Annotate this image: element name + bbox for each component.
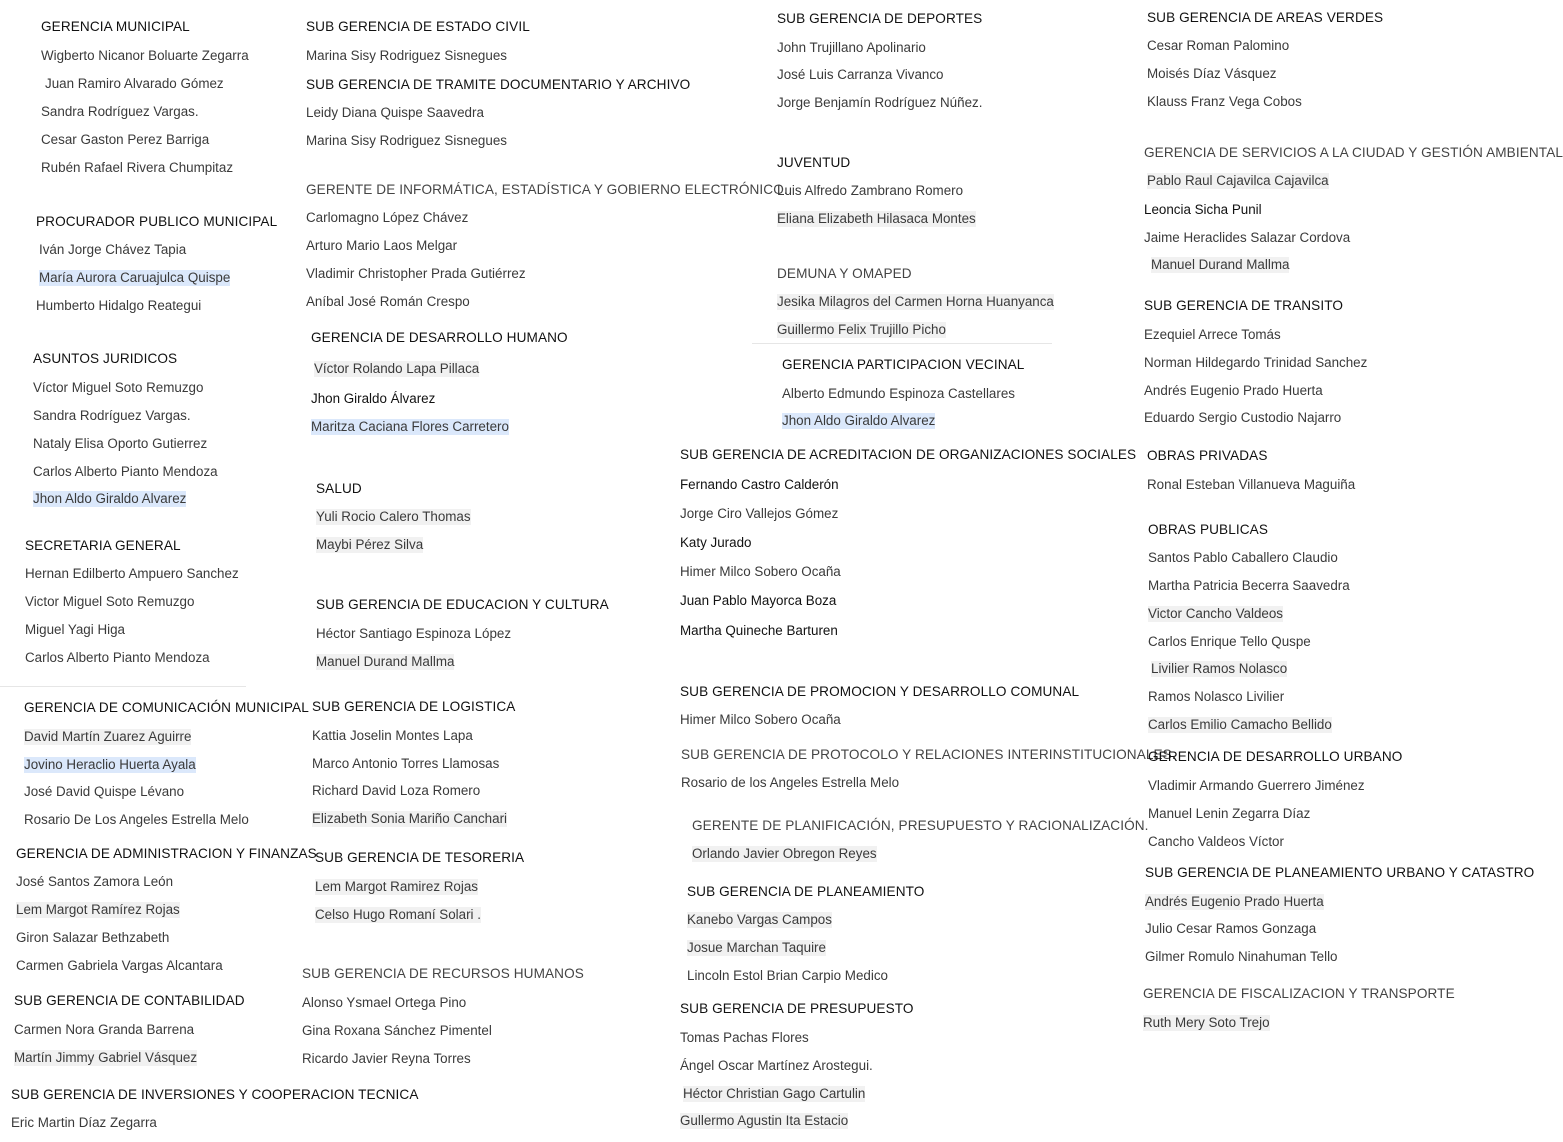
staff-name: Manuel Lenin Zegarra Díaz	[1148, 806, 1311, 821]
staff-name: Wigberto Nicanor Boluarte Zegarra	[41, 48, 249, 63]
staff-name: John Trujillano Apolinario	[777, 40, 926, 55]
staff-name: Alonso Ysmael Ortega Pino	[302, 995, 467, 1010]
staff-name: José Luis Carranza Vivanco	[777, 67, 944, 82]
section-title-sub-gerencia-de-educacion-y-cultura: SUB GERENCIA DE EDUCACION Y CULTURA	[316, 597, 609, 612]
staff-name: Carlomagno López Chávez	[306, 210, 469, 225]
staff-name: Lem Margot Ramírez Rojas	[16, 902, 180, 917]
section-title-sub-gerencia-de-presupuesto: SUB GERENCIA DE PRESUPUESTO	[680, 1001, 914, 1016]
section-title-sub-gerencia-de-protocolo-y-relaciones-interinst: SUB GERENCIA DE PROTOCOLO Y RELACIONES INTERINSTITUCIONALES.	[681, 747, 1176, 762]
section-title-obras-publicas: OBRAS PUBLICAS	[1148, 522, 1269, 537]
section-title-sub-gerencia-de-tramite-documentario-y-archivo: SUB GERENCIA DE TRAMITE DOCUMENTARIO Y ARCHIVO	[306, 77, 691, 92]
staff-name: Carlos Alberto Pianto Mendoza	[33, 464, 218, 479]
staff-name: Ronal Esteban Villanueva Maguiña	[1147, 477, 1356, 492]
section-title-procurador-publico-municipal: PROCURADOR PUBLICO MUNICIPAL	[36, 214, 278, 229]
staff-name: Cesar Roman Palomino	[1147, 38, 1290, 53]
staff-name: Ramos Nolasco Livilier	[1148, 689, 1285, 704]
staff-name: Jhon Aldo Giraldo Alvarez	[33, 491, 187, 506]
staff-name: Carlos Emilio Camacho Bellido	[1148, 717, 1332, 732]
section-title-gerencia-municipal: GERENCIA MUNICIPAL	[41, 19, 190, 34]
section-title-gerencia-de-desarrollo-humano: GERENCIA DE DESARROLLO HUMANO	[311, 330, 568, 345]
staff-name: Carmen Gabriela Vargas Alcantara	[16, 958, 223, 973]
section-title-sub-gerencia-de-contabilidad: SUB GERENCIA DE CONTABILIDAD	[14, 993, 245, 1008]
staff-name: Klauss Franz Vega Cobos	[1147, 94, 1302, 109]
staff-name: Jorge Ciro Vallejos Gómez	[680, 506, 839, 521]
staff-name: Marco Antonio Torres Llamosas	[312, 756, 500, 771]
staff-name: Gina Roxana Sánchez Pimentel	[302, 1023, 492, 1038]
staff-name: Maybi Pérez Silva	[316, 537, 424, 552]
staff-name: Ruth Mery Soto Trejo	[1143, 1015, 1270, 1030]
staff-name: Leoncia Sicha Punil	[1144, 202, 1262, 217]
staff-name: Ricardo Javier Reyna Torres	[302, 1051, 471, 1066]
section-title-gerencia-de-servicios-a-la-ciudad-y-gestion-ambi: GERENCIA DE SERVICIOS A LA CIUDAD Y GESTIÓN AMBIENTAL	[1144, 145, 1563, 160]
staff-name: Gilmer Romulo Ninahuman Tello	[1145, 949, 1338, 964]
section-title-sub-gerencia-de-inversiones-y-cooperacion-tecnic: SUB GERENCIA DE INVERSIONES Y COOPERACION TECNICA	[11, 1087, 419, 1102]
staff-name: Eduardo Sergio Custodio Najarro	[1144, 410, 1342, 425]
section-title-gerente-de-informatica-estadistica-y-gobierno-el: GERENTE DE INFORMÁTICA, ESTADÍSTICA Y GOBIERNO ELECTRÓNICO.	[306, 182, 788, 197]
staff-name: Yuli Rocio Calero Thomas	[316, 509, 471, 524]
staff-name: Livilier Ramos Nolasco	[1151, 661, 1288, 676]
staff-name: Luis Alfredo Zambrano Romero	[777, 183, 964, 198]
section-title-gerencia-de-desarrollo-urbano: GERENCIA DE DESARROLLO URBANO	[1148, 749, 1403, 764]
staff-name: Tomas Pachas Flores	[680, 1030, 809, 1045]
staff-name: Manuel Durand Mallma	[316, 654, 455, 669]
staff-name: Martín Jimmy Gabriel Vásquez	[14, 1050, 198, 1065]
section-title-sub-gerencia-de-promocion-y-desarrollo-comunal: SUB GERENCIA DE PROMOCION Y DESARROLLO COMUNAL	[680, 684, 1080, 699]
section-title-sub-gerencia-de-planeamiento-urbano-y-catastro: SUB GERENCIA DE PLANEAMIENTO URBANO Y CATASTRO	[1145, 865, 1535, 880]
staff-name: María Aurora Caruajulca Quispe	[39, 270, 231, 285]
staff-name: Héctor Christian Gago Cartulin	[683, 1086, 866, 1101]
staff-name: Carlos Enrique Tello Quspe	[1148, 634, 1311, 649]
staff-name: Himer Milco Sobero Ocaña	[680, 564, 841, 579]
section-title-gerencia-de-comunicacion-municipal: GERENCIA DE COMUNICACIÓN MUNICIPAL	[24, 700, 309, 715]
staff-name: Moisés Díaz Vásquez	[1147, 66, 1277, 81]
staff-name: Ezequiel Arrece Tomás	[1144, 327, 1281, 342]
staff-name: Alberto Edmundo Espinoza Castellares	[782, 386, 1015, 401]
staff-name: Himer Milco Sobero Ocaña	[680, 712, 841, 727]
staff-name: Arturo Mario Laos Melgar	[306, 238, 458, 253]
staff-name: Guillermo Felix Trujillo Picho	[777, 322, 946, 337]
staff-name: Celso Hugo Romaní Solari .	[315, 907, 481, 922]
staff-name: Humberto Hidalgo Reategui	[36, 298, 202, 313]
section-title-gerente-de-planificacion-presupuesto-y-racionali: GERENTE DE PLANIFICACIÓN, PRESUPUESTO Y RACIONALIZACIÓN.	[692, 818, 1149, 833]
staff-name: Víctor Rolando Lapa Pillaca	[314, 361, 480, 376]
staff-name: Marina Sisy Rodriguez Sisnegues	[306, 48, 507, 63]
staff-name: Cesar Gaston Perez Barriga	[41, 132, 210, 147]
separator-line	[752, 343, 1052, 344]
staff-name: Héctor Santiago Espinoza López	[316, 626, 512, 641]
staff-name: Cancho Valdeos Víctor	[1148, 834, 1284, 849]
staff-name: Elizabeth Sonia Mariño Canchari	[312, 811, 508, 826]
staff-name: Martha Patricia Becerra Saavedra	[1148, 578, 1350, 593]
staff-name: Pablo Raul Cajavilca Cajavilca	[1147, 173, 1329, 188]
staff-name: Aníbal José Román Crespo	[306, 294, 470, 309]
staff-name: Julio Cesar Ramos Gonzaga	[1145, 921, 1317, 936]
staff-name: Rosario De Los Angeles Estrella Melo	[24, 812, 249, 827]
staff-name: Kattia Joselin Montes Lapa	[312, 728, 473, 743]
staff-name: Katy Jurado	[680, 535, 752, 550]
staff-name: Sandra Rodríguez Vargas.	[33, 408, 191, 423]
section-title-sub-gerencia-de-transito: SUB GERENCIA DE TRANSITO	[1144, 298, 1344, 313]
staff-name: Vladimir Christopher Prada Gutiérrez	[306, 266, 526, 281]
staff-name: Juan Pablo Mayorca Boza	[680, 593, 837, 608]
section-title-asuntos-juridicos: ASUNTOS JURIDICOS	[33, 351, 178, 366]
staff-name: Jhon Aldo Giraldo Alvarez	[782, 413, 936, 428]
staff-name: Jorge Benjamín Rodríguez Núñez.	[777, 95, 983, 110]
section-title-salud: SALUD	[316, 481, 362, 496]
staff-name: Andrés Eugenio Prado Huerta	[1144, 383, 1323, 398]
staff-name: Jaime Heraclides Salazar Cordova	[1144, 230, 1351, 245]
staff-name: Victor Cancho Valdeos	[1148, 606, 1283, 621]
staff-name: Orlando Javier Obregon Reyes	[692, 846, 877, 861]
staff-name: Eliana Elizabeth Hilasaca Montes	[777, 211, 976, 226]
separator-line	[0, 686, 246, 687]
staff-name: Santos Pablo Caballero Claudio	[1148, 550, 1338, 565]
staff-name: Miguel Yagi Higa	[25, 622, 125, 637]
staff-name: Hernan Edilberto Ampuero Sanchez	[25, 566, 239, 581]
staff-name: Ángel Oscar Martínez Arostegui.	[680, 1058, 873, 1073]
section-title-obras-privadas: OBRAS PRIVADAS	[1147, 448, 1268, 463]
staff-name: Lincoln Estol Brian Carpio Medico	[687, 968, 888, 983]
staff-name: Leidy Diana Quispe Saavedra	[306, 105, 484, 120]
section-title-sub-gerencia-de-planeamiento: SUB GERENCIA DE PLANEAMIENTO	[687, 884, 925, 899]
staff-name: Martha Quineche Barturen	[680, 623, 838, 638]
staff-name: Manuel Durand Mallma	[1151, 257, 1290, 272]
section-title-gerencia-participacion-vecinal: GERENCIA PARTICIPACION VECINAL	[782, 357, 1025, 372]
staff-name: José David Quispe Lévano	[24, 784, 185, 799]
staff-name: Norman Hildegardo Trinidad Sanchez	[1144, 355, 1368, 370]
staff-name: Andrés Eugenio Prado Huerta	[1145, 894, 1324, 909]
section-title-sub-gerencia-de-recursos-humanos: SUB GERENCIA DE RECURSOS HUMANOS	[302, 966, 584, 981]
staff-name: Kanebo Vargas Campos	[687, 912, 832, 927]
section-title-gerencia-de-administracion-y-finanzas: GERENCIA DE ADMINISTRACION Y FINANZAS	[16, 846, 317, 861]
section-title-sub-gerencia-de-estado-civil: SUB GERENCIA DE ESTADO CIVIL	[306, 19, 530, 34]
staff-name: Lem Margot Ramirez Rojas	[315, 879, 478, 894]
staff-name: José Santos Zamora León	[16, 874, 174, 889]
section-title-gerencia-de-fiscalizacion-y-transporte: GERENCIA DE FISCALIZACION Y TRANSPORTE	[1143, 986, 1455, 1001]
staff-name: Jesika Milagros del Carmen Horna Huanyanca	[777, 294, 1054, 309]
staff-name: Maritza Caciana Flores Carretero	[311, 419, 509, 434]
staff-name: Jhon Giraldo Álvarez	[311, 391, 436, 406]
section-title-secretaria-general: SECRETARIA GENERAL	[25, 538, 181, 553]
staff-name: Juan Ramiro Alvarado Gómez	[45, 76, 224, 91]
staff-name: Sandra Rodríguez Vargas.	[41, 104, 199, 119]
section-title-sub-gerencia-de-deportes: SUB GERENCIA DE DEPORTES	[777, 11, 983, 26]
staff-name: Gullermo Agustin Ita Estacio	[680, 1113, 849, 1128]
section-title-sub-gerencia-de-logistica: SUB GERENCIA DE LOGISTICA	[312, 699, 516, 714]
section-title-demuna-y-omaped: DEMUNA Y OMAPED	[777, 266, 912, 281]
staff-name: Carmen Nora Granda Barrena	[14, 1022, 195, 1037]
staff-name: Iván Jorge Chávez Tapia	[39, 242, 187, 257]
staff-name: Rubén Rafael Rivera Chumpitaz	[41, 160, 234, 175]
staff-name: Fernando Castro Calderón	[680, 477, 839, 492]
staff-name: Marina Sisy Rodriguez Sisnegues	[306, 133, 507, 148]
staff-name: Carlos Alberto Pianto Mendoza	[25, 650, 210, 665]
staff-name: David Martín Zuarez Aguirre	[24, 729, 192, 744]
staff-name: Vladimir Armando Guerrero Jiménez	[1148, 778, 1365, 793]
staff-name: Eric Martin Díaz Zegarra	[11, 1115, 157, 1130]
staff-name: Giron Salazar Bethzabeth	[16, 930, 170, 945]
staff-name: Victor Miguel Soto Remuzgo	[25, 594, 195, 609]
section-title-sub-gerencia-de-tesoreria: SUB GERENCIA DE TESORERIA	[315, 850, 525, 865]
section-title-sub-gerencia-de-areas-verdes: SUB GERENCIA DE AREAS VERDES	[1147, 10, 1384, 25]
staff-name: Josue Marchan Taquire	[687, 940, 826, 955]
staff-name: Nataly Elisa Oporto Gutierrez	[33, 436, 208, 451]
section-title-juventud: JUVENTUD	[777, 155, 851, 170]
staff-name: Rosario de los Angeles Estrella Melo	[681, 775, 900, 790]
staff-name: Jovino Heraclio Huerta Ayala	[24, 757, 196, 772]
staff-name: Richard David Loza Romero	[312, 783, 481, 798]
section-title-sub-gerencia-de-acreditacion-de-organizaciones-s: SUB GERENCIA DE ACREDITACION DE ORGANIZACIONES SOCIALES	[680, 447, 1137, 462]
staff-name: Víctor Miguel Soto Remuzgo	[33, 380, 204, 395]
